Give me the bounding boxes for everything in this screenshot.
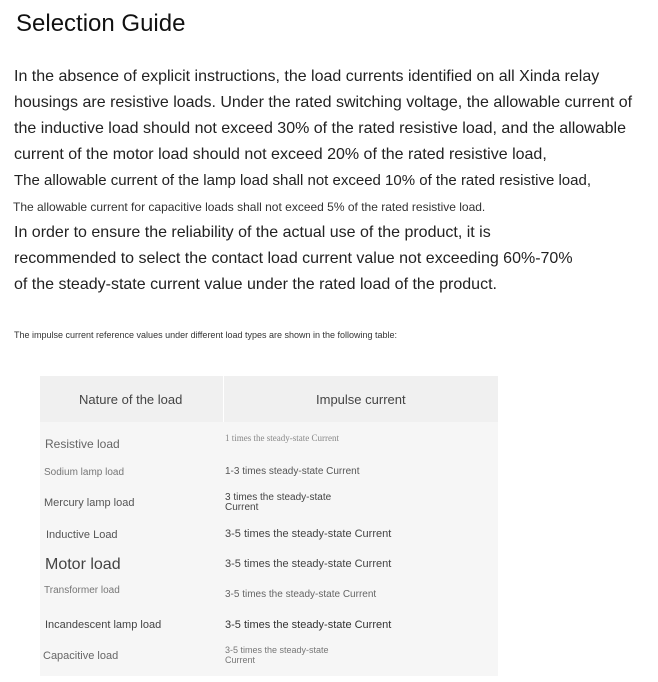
column-divider (223, 376, 224, 422)
load-current-paragraph: In the absence of explicit instructions, the load currents identified on all Xinda relay housings are resistive loads. Under the rated switching voltage, the allowable current of the inductive load should not exceed 30% of the rated resistive load, and the allowable current of the motor load should not exceed 20% of the rated resistive load, (14, 68, 633, 163)
row-impulse-resistive: 1 times the steady-state Current (225, 433, 339, 443)
table-header (40, 376, 498, 422)
row-impulse-sodium-lamp: 1-3 times steady-state Current (225, 466, 360, 477)
row-impulse-transformer: 3-5 times the steady-state Current (225, 589, 377, 600)
row-load-sodium-lamp: Sodium lamp load (44, 467, 125, 478)
header-nature-of-load: Nature of the load (79, 392, 183, 407)
reliability-paragraph: In order to ensure the reliability of the actual use of the product, it is recommended to select the contact load current value not exceeding 60%-70% of the steady-state current value under the rated load of the product. (14, 224, 573, 293)
row-impulse-motor: 3-5 times the steady-state Current (225, 558, 392, 570)
row-load-capacitive: Capacitive load (43, 650, 119, 662)
row-load-resistive: Resistive load (45, 437, 120, 451)
row-impulse-inductive: 3-5 times the steady-state Current (225, 528, 392, 540)
row-load-incandescent-lamp: Incandescent lamp load (45, 619, 162, 631)
capacitive-load-note: The allowable current for capacitive loads shall not exceed 5% of the rated resistive load. (13, 200, 486, 214)
row-load-inductive: Inductive Load (46, 529, 118, 541)
row-impulse-incandescent-lamp: 3-5 times the steady-state Current (225, 619, 392, 631)
row-impulse-capacitive: 3-5 times the steady-state Current (225, 645, 329, 665)
header-impulse-current: Impulse current (316, 392, 406, 407)
row-load-motor: Motor load (45, 556, 121, 573)
lamp-load-note: The allowable current of the lamp load shall not exceed 10% of the rated resistive load, (14, 172, 592, 189)
row-load-mercury-lamp: Mercury lamp load (44, 497, 135, 509)
table-intro: The impulse current reference values under different load types are shown in the following table: (14, 330, 398, 340)
impulse-current-table (40, 376, 498, 676)
row-impulse-mercury-lamp: 3 times the steady-state Current (225, 492, 332, 513)
row-load-transformer: Transformer load (44, 585, 120, 596)
page-title: Selection Guide (16, 10, 186, 37)
